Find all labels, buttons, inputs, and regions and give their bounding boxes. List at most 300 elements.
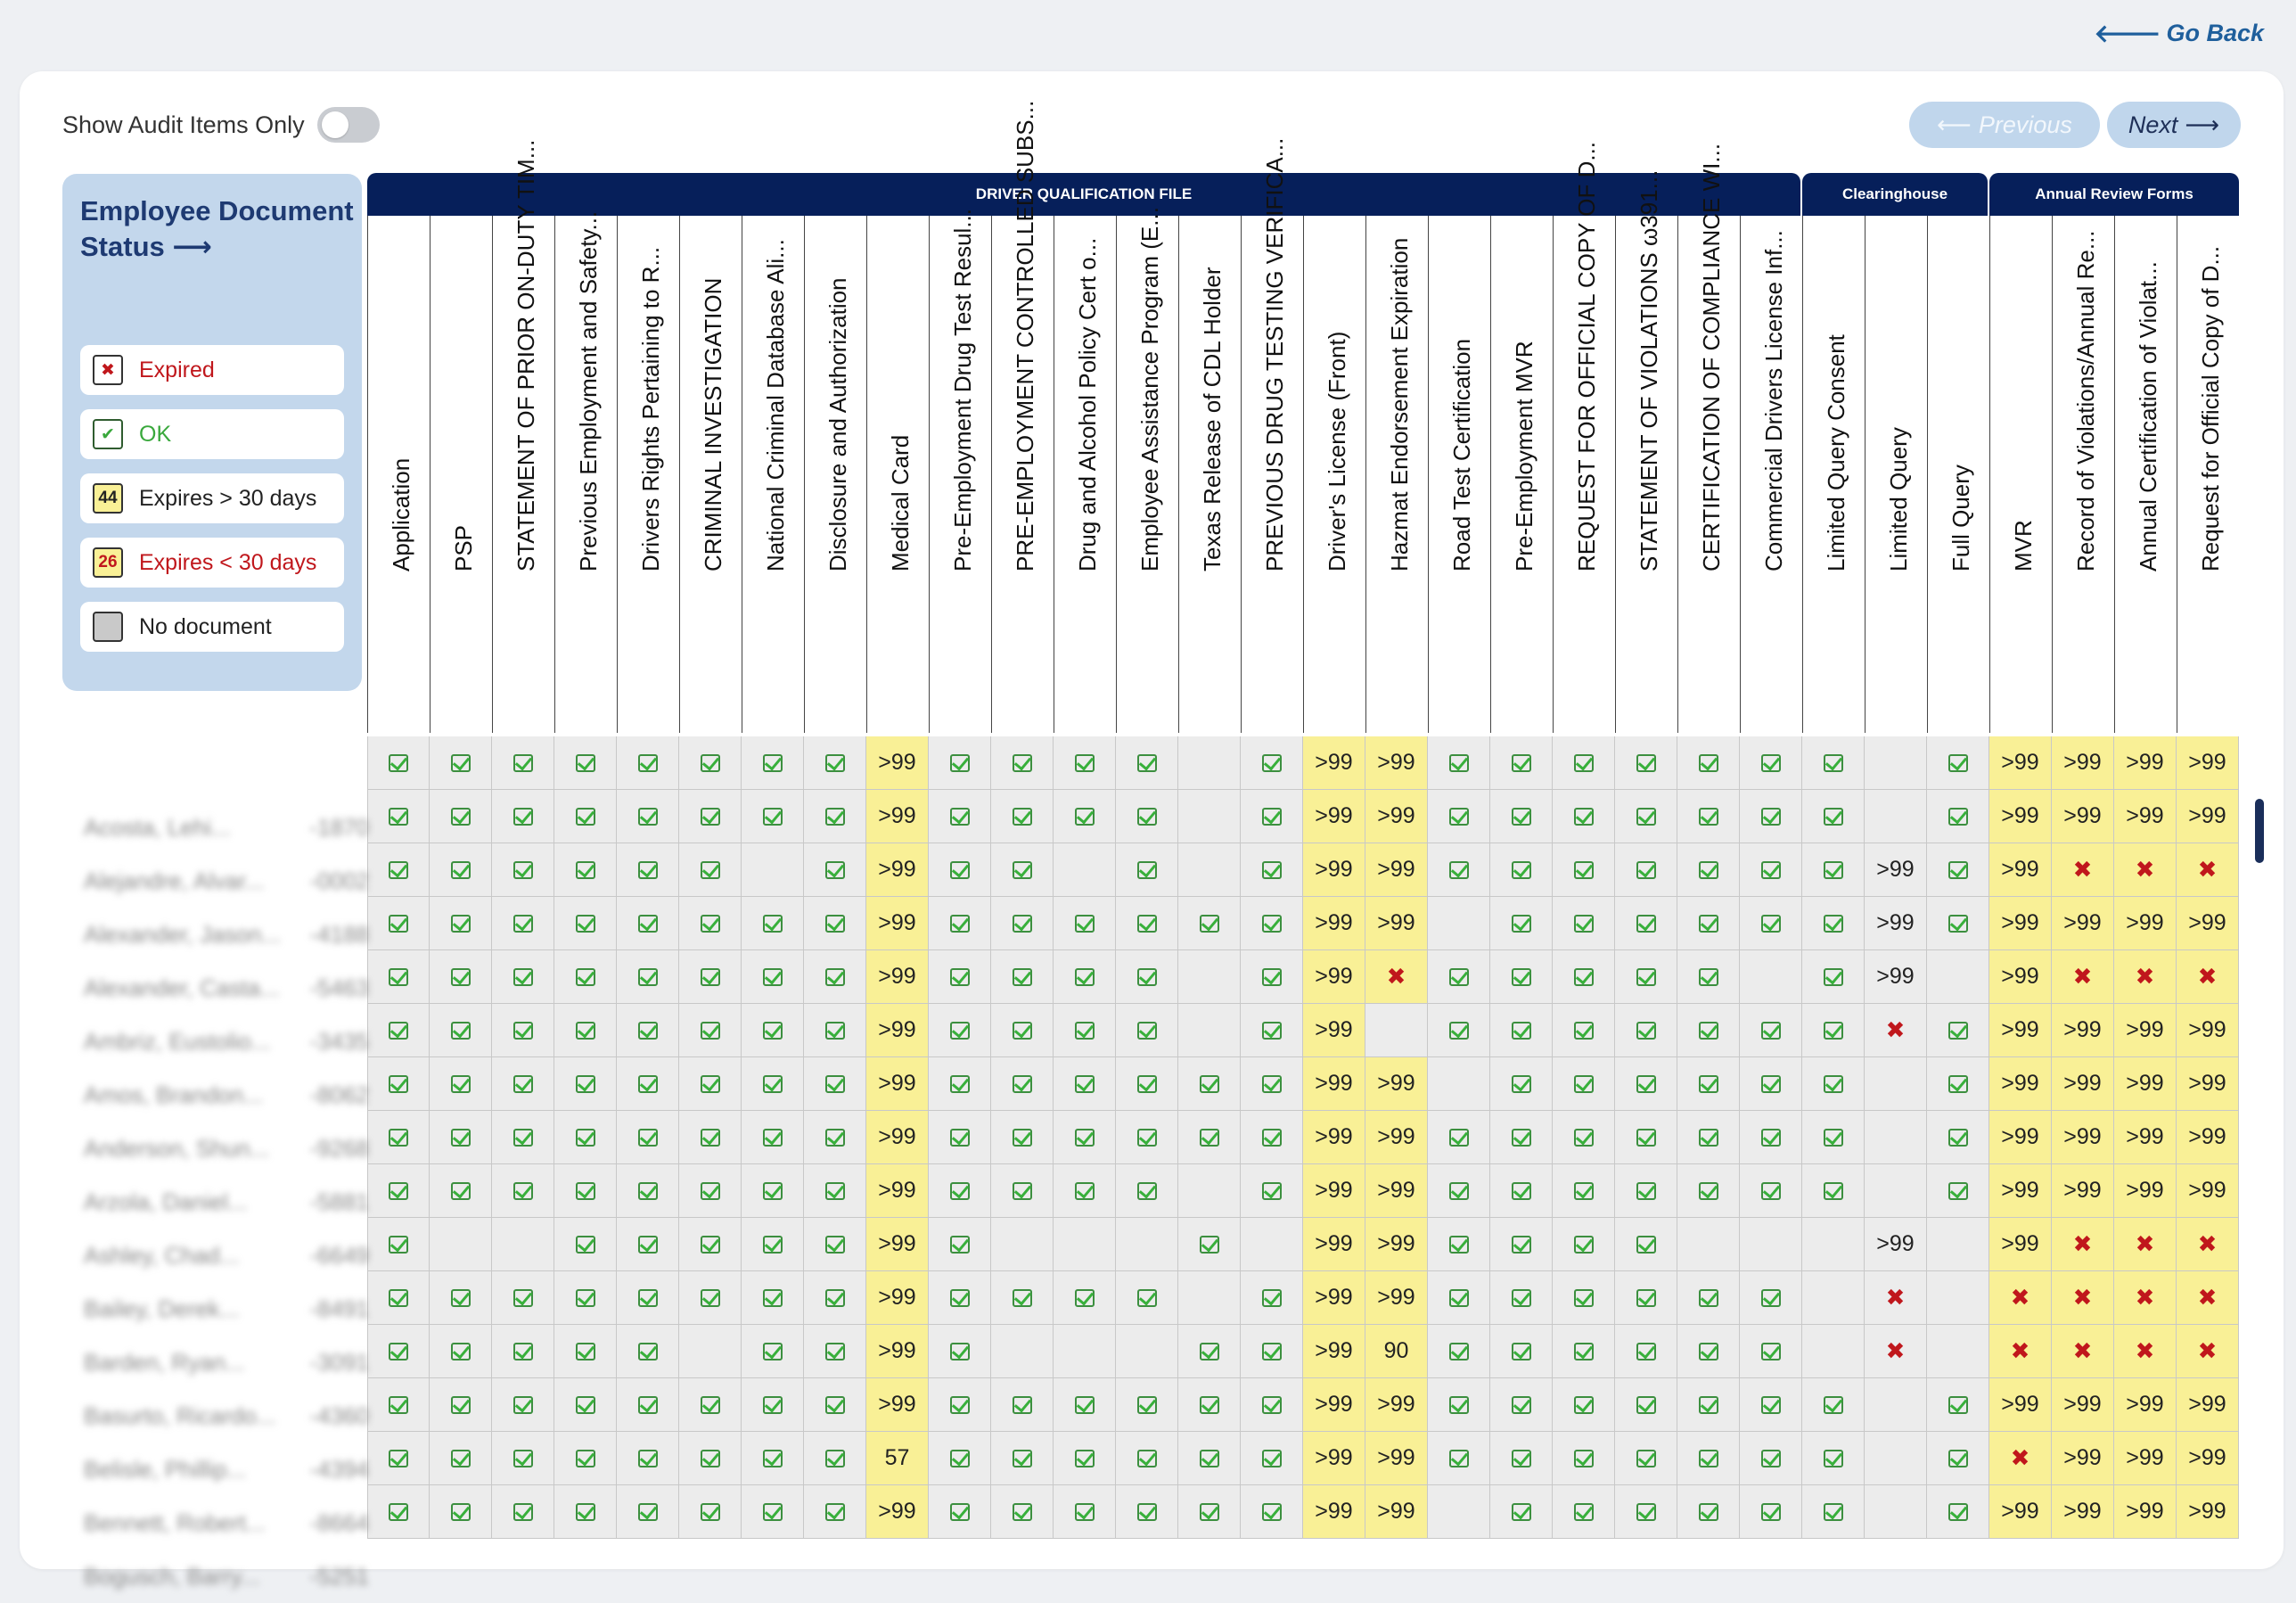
status-cell[interactable] [1802, 1164, 1865, 1218]
status-cell[interactable] [1178, 950, 1241, 1004]
status-cell[interactable] [1989, 790, 2052, 843]
status-cell[interactable] [2052, 1004, 2114, 1057]
employee-name-row[interactable] [84, 1496, 369, 1550]
status-cell[interactable] [492, 1164, 554, 1218]
status-cell[interactable] [1365, 736, 1428, 790]
status-cell[interactable] [1615, 1057, 1677, 1111]
status-cell[interactable] [492, 1111, 554, 1164]
status-cell[interactable] [866, 843, 929, 897]
status-cell[interactable] [1490, 1378, 1553, 1432]
status-cell[interactable] [991, 1271, 1054, 1325]
status-cell[interactable] [492, 1004, 554, 1057]
status-cell[interactable] [804, 1325, 866, 1378]
status-cell[interactable] [1677, 1164, 1740, 1218]
status-cell[interactable] [430, 1485, 492, 1539]
status-cell[interactable] [367, 1325, 430, 1378]
status-cell[interactable] [866, 1111, 929, 1164]
status-cell[interactable] [1740, 1378, 1802, 1432]
status-cell[interactable] [1927, 1111, 1989, 1164]
status-cell[interactable] [679, 843, 742, 897]
status-cell[interactable] [617, 1432, 679, 1485]
status-cell[interactable] [991, 790, 1054, 843]
status-cell[interactable] [367, 1485, 430, 1539]
status-cell[interactable] [1490, 1432, 1553, 1485]
column-header[interactable] [1428, 216, 1490, 733]
status-cell[interactable] [2114, 1218, 2177, 1271]
status-cell[interactable] [1553, 1271, 1615, 1325]
status-cell[interactable] [1116, 843, 1178, 897]
status-cell[interactable] [1677, 1485, 1740, 1539]
status-cell[interactable] [1054, 897, 1116, 950]
status-cell[interactable] [1303, 950, 1365, 1004]
status-cell[interactable] [1365, 1164, 1428, 1218]
status-cell[interactable] [1490, 736, 1553, 790]
status-cell[interactable] [866, 790, 929, 843]
status-cell[interactable] [866, 1164, 929, 1218]
status-cell[interactable] [1116, 1485, 1178, 1539]
status-cell[interactable] [492, 736, 554, 790]
status-cell[interactable] [1802, 843, 1865, 897]
status-cell[interactable] [1241, 1004, 1303, 1057]
status-cell[interactable] [1241, 790, 1303, 843]
status-cell[interactable] [929, 1111, 991, 1164]
status-cell[interactable] [430, 897, 492, 950]
status-cell[interactable] [1927, 1218, 1989, 1271]
employee-name-row[interactable] [84, 1015, 369, 1068]
status-cell[interactable] [991, 897, 1054, 950]
employee-name-row[interactable] [84, 1550, 369, 1603]
status-cell[interactable] [2114, 1164, 2177, 1218]
status-cell[interactable] [367, 1004, 430, 1057]
status-cell[interactable] [492, 1485, 554, 1539]
status-cell[interactable] [554, 790, 617, 843]
status-cell[interactable] [430, 1378, 492, 1432]
status-cell[interactable] [991, 1004, 1054, 1057]
status-cell[interactable] [1116, 1378, 1178, 1432]
status-cell[interactable] [1989, 1057, 2052, 1111]
status-cell[interactable] [430, 1325, 492, 1378]
status-cell[interactable] [367, 1057, 430, 1111]
employee-name-row[interactable] [84, 961, 369, 1015]
status-cell[interactable] [2052, 843, 2114, 897]
status-cell[interactable] [991, 843, 1054, 897]
status-cell[interactable] [1615, 1485, 1677, 1539]
status-cell[interactable] [866, 1432, 929, 1485]
status-cell[interactable] [2052, 790, 2114, 843]
status-cell[interactable] [742, 897, 804, 950]
status-cell[interactable] [1054, 1004, 1116, 1057]
status-cell[interactable] [1303, 1164, 1365, 1218]
status-cell[interactable] [1428, 843, 1490, 897]
status-cell[interactable] [742, 790, 804, 843]
status-cell[interactable] [1740, 1271, 1802, 1325]
status-cell[interactable] [929, 1485, 991, 1539]
status-cell[interactable] [929, 736, 991, 790]
status-cell[interactable] [742, 736, 804, 790]
status-cell[interactable] [1927, 1325, 1989, 1378]
status-cell[interactable] [742, 1271, 804, 1325]
column-header[interactable] [1615, 169, 1677, 733]
status-cell[interactable] [430, 1432, 492, 1485]
status-cell[interactable] [1428, 1004, 1490, 1057]
status-cell[interactable] [367, 1271, 430, 1325]
column-header[interactable] [430, 216, 492, 733]
status-cell[interactable] [679, 950, 742, 1004]
status-cell[interactable] [1740, 1432, 1802, 1485]
status-cell[interactable] [991, 1218, 1054, 1271]
employee-name-row[interactable] [84, 854, 369, 908]
status-cell[interactable] [367, 843, 430, 897]
status-cell[interactable] [679, 1271, 742, 1325]
status-cell[interactable] [804, 1378, 866, 1432]
status-cell[interactable] [1054, 1218, 1116, 1271]
status-cell[interactable] [430, 790, 492, 843]
status-cell[interactable] [1615, 1378, 1677, 1432]
status-cell[interactable] [617, 736, 679, 790]
status-cell[interactable] [929, 1325, 991, 1378]
status-cell[interactable] [554, 1378, 617, 1432]
status-cell[interactable] [492, 950, 554, 1004]
column-header[interactable] [554, 210, 617, 733]
status-cell[interactable] [1615, 1271, 1677, 1325]
status-cell[interactable] [1865, 1057, 1927, 1111]
status-cell[interactable] [2052, 1218, 2114, 1271]
status-cell[interactable] [1365, 1057, 1428, 1111]
status-cell[interactable] [1989, 1485, 2052, 1539]
status-cell[interactable] [1740, 736, 1802, 790]
status-cell[interactable] [991, 1432, 1054, 1485]
status-cell[interactable] [1116, 1111, 1178, 1164]
column-header[interactable] [929, 209, 991, 733]
status-cell[interactable] [1116, 1218, 1178, 1271]
status-cell[interactable] [1365, 1218, 1428, 1271]
status-cell[interactable] [1303, 1057, 1365, 1111]
status-cell[interactable] [1802, 1432, 1865, 1485]
status-cell[interactable] [1740, 1164, 1802, 1218]
status-cell[interactable] [367, 790, 430, 843]
status-cell[interactable] [1989, 897, 2052, 950]
status-cell[interactable] [866, 1057, 929, 1111]
status-cell[interactable] [679, 1218, 742, 1271]
status-cell[interactable] [1615, 1004, 1677, 1057]
status-cell[interactable] [1927, 736, 1989, 790]
status-cell[interactable] [1303, 843, 1365, 897]
status-cell[interactable] [430, 1057, 492, 1111]
status-cell[interactable] [367, 736, 430, 790]
status-cell[interactable] [929, 1271, 991, 1325]
status-cell[interactable] [2177, 1378, 2239, 1432]
column-header[interactable] [1303, 216, 1365, 733]
status-cell[interactable] [1865, 1271, 1927, 1325]
status-cell[interactable] [1927, 1271, 1989, 1325]
column-header[interactable] [2177, 216, 2239, 733]
status-cell[interactable] [1303, 790, 1365, 843]
status-cell[interactable] [1802, 1111, 1865, 1164]
status-cell[interactable] [430, 1164, 492, 1218]
status-cell[interactable] [1054, 1057, 1116, 1111]
status-cell[interactable] [367, 1164, 430, 1218]
status-cell[interactable] [1677, 790, 1740, 843]
status-cell[interactable] [1615, 1164, 1677, 1218]
status-cell[interactable] [1054, 736, 1116, 790]
status-cell[interactable] [2114, 790, 2177, 843]
status-cell[interactable] [554, 897, 617, 950]
employee-name-row[interactable] [84, 801, 369, 854]
status-cell[interactable] [1178, 1164, 1241, 1218]
status-cell[interactable] [1490, 1164, 1553, 1218]
status-cell[interactable] [1615, 790, 1677, 843]
status-cell[interactable] [1553, 897, 1615, 950]
column-header[interactable] [1927, 216, 1989, 733]
column-header[interactable] [1553, 141, 1615, 733]
status-cell[interactable] [742, 843, 804, 897]
status-cell[interactable] [492, 843, 554, 897]
status-cell[interactable] [1677, 1218, 1740, 1271]
status-cell[interactable] [1553, 1378, 1615, 1432]
status-cell[interactable] [1677, 1271, 1740, 1325]
status-cell[interactable] [367, 1111, 430, 1164]
status-cell[interactable] [1865, 1325, 1927, 1378]
status-cell[interactable] [1241, 950, 1303, 1004]
status-cell[interactable] [367, 950, 430, 1004]
status-cell[interactable] [554, 843, 617, 897]
status-cell[interactable] [929, 897, 991, 950]
status-cell[interactable] [1490, 1004, 1553, 1057]
status-cell[interactable] [1615, 736, 1677, 790]
status-cell[interactable] [1490, 790, 1553, 843]
column-header[interactable] [617, 216, 679, 733]
status-cell[interactable] [1116, 1325, 1178, 1378]
status-cell[interactable] [1802, 1485, 1865, 1539]
status-cell[interactable] [742, 1378, 804, 1432]
status-cell[interactable] [1865, 1432, 1927, 1485]
status-cell[interactable] [617, 1164, 679, 1218]
status-cell[interactable] [367, 1378, 430, 1432]
column-header[interactable] [991, 100, 1054, 733]
status-cell[interactable] [1740, 1325, 1802, 1378]
status-cell[interactable] [1553, 1164, 1615, 1218]
status-cell[interactable] [554, 1325, 617, 1378]
status-cell[interactable] [1802, 1004, 1865, 1057]
status-cell[interactable] [679, 790, 742, 843]
status-cell[interactable] [1490, 1111, 1553, 1164]
status-cell[interactable] [1303, 1485, 1365, 1539]
status-cell[interactable] [2177, 950, 2239, 1004]
status-cell[interactable] [2114, 1057, 2177, 1111]
status-cell[interactable] [1615, 1325, 1677, 1378]
status-cell[interactable] [1241, 1432, 1303, 1485]
status-cell[interactable] [804, 897, 866, 950]
employee-name-row[interactable] [84, 1336, 369, 1389]
status-cell[interactable] [991, 1164, 1054, 1218]
vertical-scrollbar[interactable] [2255, 799, 2264, 863]
employee-name-row[interactable] [84, 1175, 369, 1229]
status-cell[interactable] [1490, 1218, 1553, 1271]
status-cell[interactable] [1428, 950, 1490, 1004]
status-cell[interactable] [742, 1432, 804, 1485]
employee-name-row[interactable] [84, 1229, 369, 1282]
status-cell[interactable] [2114, 1004, 2177, 1057]
status-cell[interactable] [742, 1004, 804, 1057]
status-cell[interactable] [1178, 1325, 1241, 1378]
column-header[interactable] [1740, 216, 1802, 733]
status-cell[interactable] [492, 897, 554, 950]
status-cell[interactable] [1365, 843, 1428, 897]
status-cell[interactable] [1428, 1111, 1490, 1164]
status-cell[interactable] [430, 1271, 492, 1325]
status-cell[interactable] [929, 950, 991, 1004]
status-cell[interactable] [2177, 843, 2239, 897]
status-cell[interactable] [1490, 950, 1553, 1004]
status-cell[interactable] [1116, 736, 1178, 790]
status-cell[interactable] [804, 1004, 866, 1057]
status-cell[interactable] [1740, 1218, 1802, 1271]
status-cell[interactable] [804, 950, 866, 1004]
status-cell[interactable] [1677, 1432, 1740, 1485]
status-cell[interactable] [991, 1378, 1054, 1432]
status-cell[interactable] [2177, 897, 2239, 950]
status-cell[interactable] [1054, 1111, 1116, 1164]
status-cell[interactable] [1178, 1004, 1241, 1057]
status-cell[interactable] [1490, 1325, 1553, 1378]
status-cell[interactable] [1428, 1271, 1490, 1325]
status-cell[interactable] [1802, 1325, 1865, 1378]
status-cell[interactable] [1865, 1164, 1927, 1218]
status-cell[interactable] [2177, 1432, 2239, 1485]
status-cell[interactable] [1365, 1432, 1428, 1485]
go-back-link[interactable] [2094, 18, 2264, 48]
status-cell[interactable] [1865, 736, 1927, 790]
status-cell[interactable] [1490, 1057, 1553, 1111]
status-cell[interactable] [1927, 1485, 1989, 1539]
status-cell[interactable] [1054, 1485, 1116, 1539]
status-cell[interactable] [1865, 1378, 1927, 1432]
column-header[interactable] [367, 216, 430, 733]
status-cell[interactable] [1241, 897, 1303, 950]
status-cell[interactable] [1677, 843, 1740, 897]
status-cell[interactable] [1989, 1378, 2052, 1432]
status-cell[interactable] [1553, 1111, 1615, 1164]
status-cell[interactable] [1178, 1432, 1241, 1485]
status-cell[interactable] [1241, 843, 1303, 897]
status-cell[interactable] [1178, 736, 1241, 790]
status-cell[interactable] [1989, 950, 2052, 1004]
status-cell[interactable] [742, 1111, 804, 1164]
status-cell[interactable] [991, 736, 1054, 790]
employee-name-row[interactable] [84, 908, 369, 961]
status-cell[interactable] [2177, 1271, 2239, 1325]
status-cell[interactable] [866, 1485, 929, 1539]
status-cell[interactable] [1303, 1111, 1365, 1164]
status-cell[interactable] [1054, 790, 1116, 843]
status-cell[interactable] [1178, 843, 1241, 897]
status-cell[interactable] [1989, 1271, 2052, 1325]
status-cell[interactable] [929, 843, 991, 897]
status-cell[interactable] [1365, 897, 1428, 950]
status-cell[interactable] [554, 736, 617, 790]
status-cell[interactable] [1116, 1057, 1178, 1111]
status-cell[interactable] [617, 897, 679, 950]
status-cell[interactable] [1553, 1057, 1615, 1111]
status-cell[interactable] [1116, 1164, 1178, 1218]
column-header[interactable] [1241, 137, 1303, 733]
column-header[interactable] [1865, 216, 1927, 733]
status-cell[interactable] [929, 790, 991, 843]
status-cell[interactable] [554, 1218, 617, 1271]
status-cell[interactable] [2177, 736, 2239, 790]
status-cell[interactable] [1740, 790, 1802, 843]
status-cell[interactable] [1490, 1271, 1553, 1325]
status-cell[interactable] [1428, 1057, 1490, 1111]
status-cell[interactable] [2052, 1164, 2114, 1218]
status-cell[interactable] [617, 1325, 679, 1378]
column-header[interactable] [1178, 216, 1241, 733]
status-cell[interactable] [1740, 1485, 1802, 1539]
status-cell[interactable] [1677, 950, 1740, 1004]
status-cell[interactable] [2052, 736, 2114, 790]
status-cell[interactable] [679, 1004, 742, 1057]
status-cell[interactable] [866, 950, 929, 1004]
column-header[interactable] [1490, 216, 1553, 733]
status-cell[interactable] [1365, 1111, 1428, 1164]
status-cell[interactable] [1553, 736, 1615, 790]
status-cell[interactable] [1116, 1432, 1178, 1485]
status-cell[interactable] [1740, 1111, 1802, 1164]
status-cell[interactable] [1303, 1325, 1365, 1378]
column-header[interactable] [1365, 216, 1428, 733]
employee-name-row[interactable] [84, 1122, 369, 1175]
status-cell[interactable] [1490, 843, 1553, 897]
status-cell[interactable] [617, 950, 679, 1004]
status-cell[interactable] [1740, 843, 1802, 897]
status-cell[interactable] [2052, 1057, 2114, 1111]
status-cell[interactable] [679, 1485, 742, 1539]
status-cell[interactable] [1241, 1111, 1303, 1164]
status-cell[interactable] [1989, 843, 2052, 897]
status-cell[interactable] [1865, 1111, 1927, 1164]
status-cell[interactable] [1802, 897, 1865, 950]
status-cell[interactable] [1802, 736, 1865, 790]
status-cell[interactable] [492, 790, 554, 843]
status-cell[interactable] [929, 1004, 991, 1057]
status-cell[interactable] [1054, 1271, 1116, 1325]
column-header[interactable] [1054, 216, 1116, 733]
status-cell[interactable] [866, 736, 929, 790]
status-cell[interactable] [1677, 1111, 1740, 1164]
status-cell[interactable] [430, 1111, 492, 1164]
status-cell[interactable] [2114, 1271, 2177, 1325]
status-cell[interactable] [1116, 790, 1178, 843]
status-cell[interactable] [1865, 1485, 1927, 1539]
status-cell[interactable] [866, 1004, 929, 1057]
status-cell[interactable] [1865, 950, 1927, 1004]
status-cell[interactable] [1241, 1164, 1303, 1218]
status-cell[interactable] [1740, 1057, 1802, 1111]
column-header[interactable] [679, 216, 742, 733]
status-cell[interactable] [430, 736, 492, 790]
status-cell[interactable] [1927, 1004, 1989, 1057]
column-header[interactable] [492, 139, 554, 733]
status-cell[interactable] [991, 1111, 1054, 1164]
status-cell[interactable] [1615, 950, 1677, 1004]
status-cell[interactable] [1490, 897, 1553, 950]
status-cell[interactable] [1428, 1485, 1490, 1539]
status-cell[interactable] [617, 1378, 679, 1432]
status-cell[interactable] [1989, 1004, 2052, 1057]
status-cell[interactable] [2177, 1057, 2239, 1111]
status-cell[interactable] [1615, 897, 1677, 950]
status-cell[interactable] [804, 1432, 866, 1485]
